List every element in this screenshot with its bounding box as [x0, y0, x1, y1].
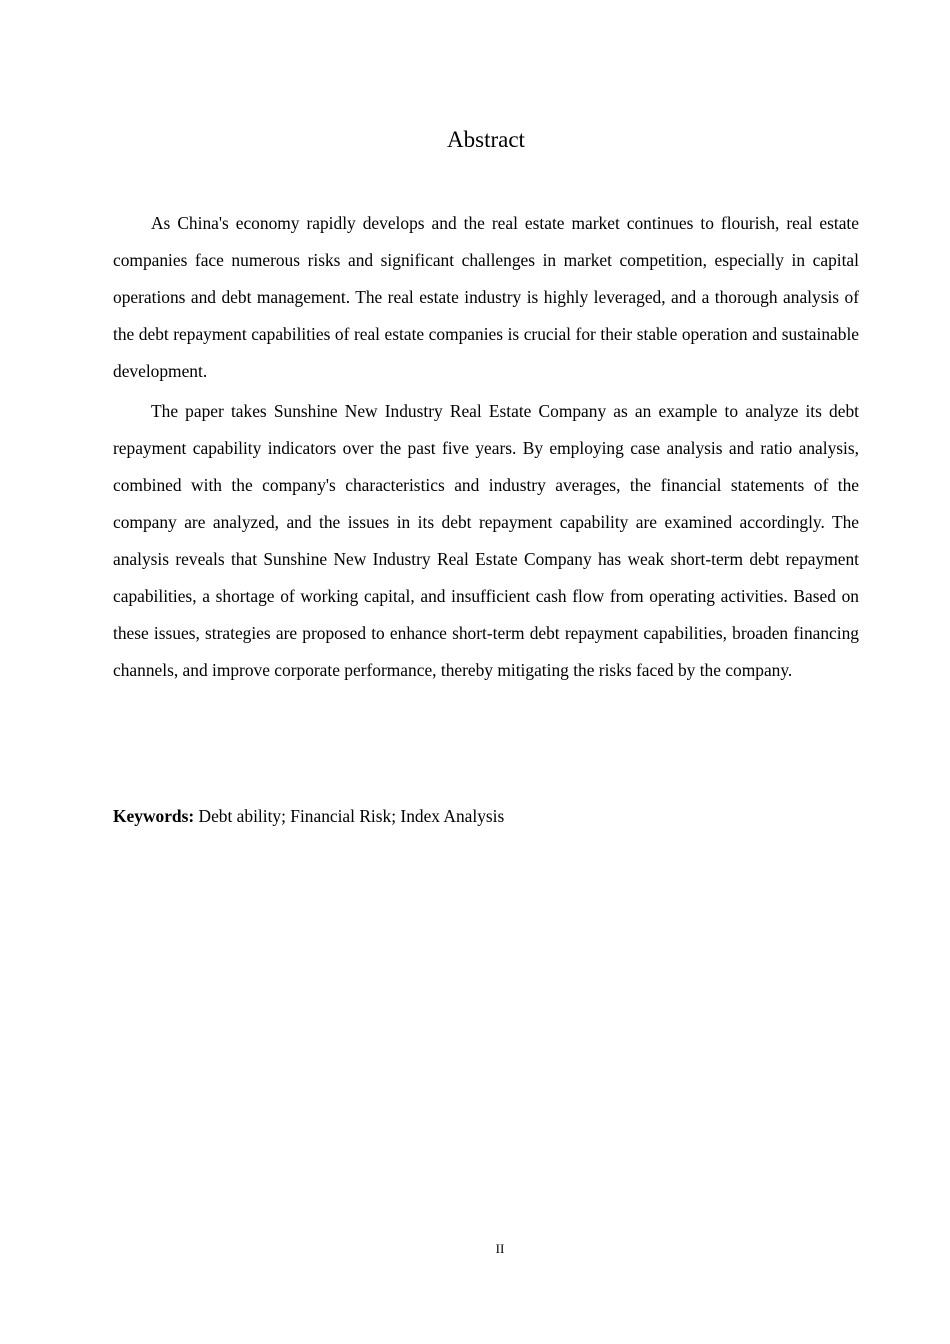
abstract-body	[113, 205, 859, 692]
keywords-line	[113, 800, 859, 832]
abstract-paragraph-1: As China's economy rapidly develops and the real estate market continues to flourish, real estate companies face numerous risks and significant challenges in market competition, especially in capital operations and debt management. The real estate industry is highly leveraged, and a thorough analysis of the debt repayment capabilities of real estate companies is crucial for their stable operation and sustainable development.	[113, 213, 859, 381]
page-number: II	[495, 1241, 505, 1256]
abstract-title: Abstract	[447, 127, 525, 152]
abstract-paragraph-2: The paper takes Sunshine New Industry Real Estate Company as an example to analyze its debt repayment capability indicators over the past five years. By employing case analysis and ratio analysis, combined with the company's characteristics and industry averages, the financial statements of the company are analyzed, and the issues in its debt repayment capability are examined accordingly. The analysis reveals that Sunshine New Industry Real Estate Company has weak short-term debt repayment capabilities, a shortage of working capital, and insufficient cash flow from operating activities. Based on these issues, strategies are proposed to enhance short-term debt repayment capabilities, broaden financing channels, and improve corporate performance, thereby mitigating the risks faced by the company.	[113, 401, 859, 680]
keywords-label: Keywords:	[113, 806, 195, 826]
keywords-text: Debt ability; Financial Risk; Index Analysis	[194, 806, 505, 826]
